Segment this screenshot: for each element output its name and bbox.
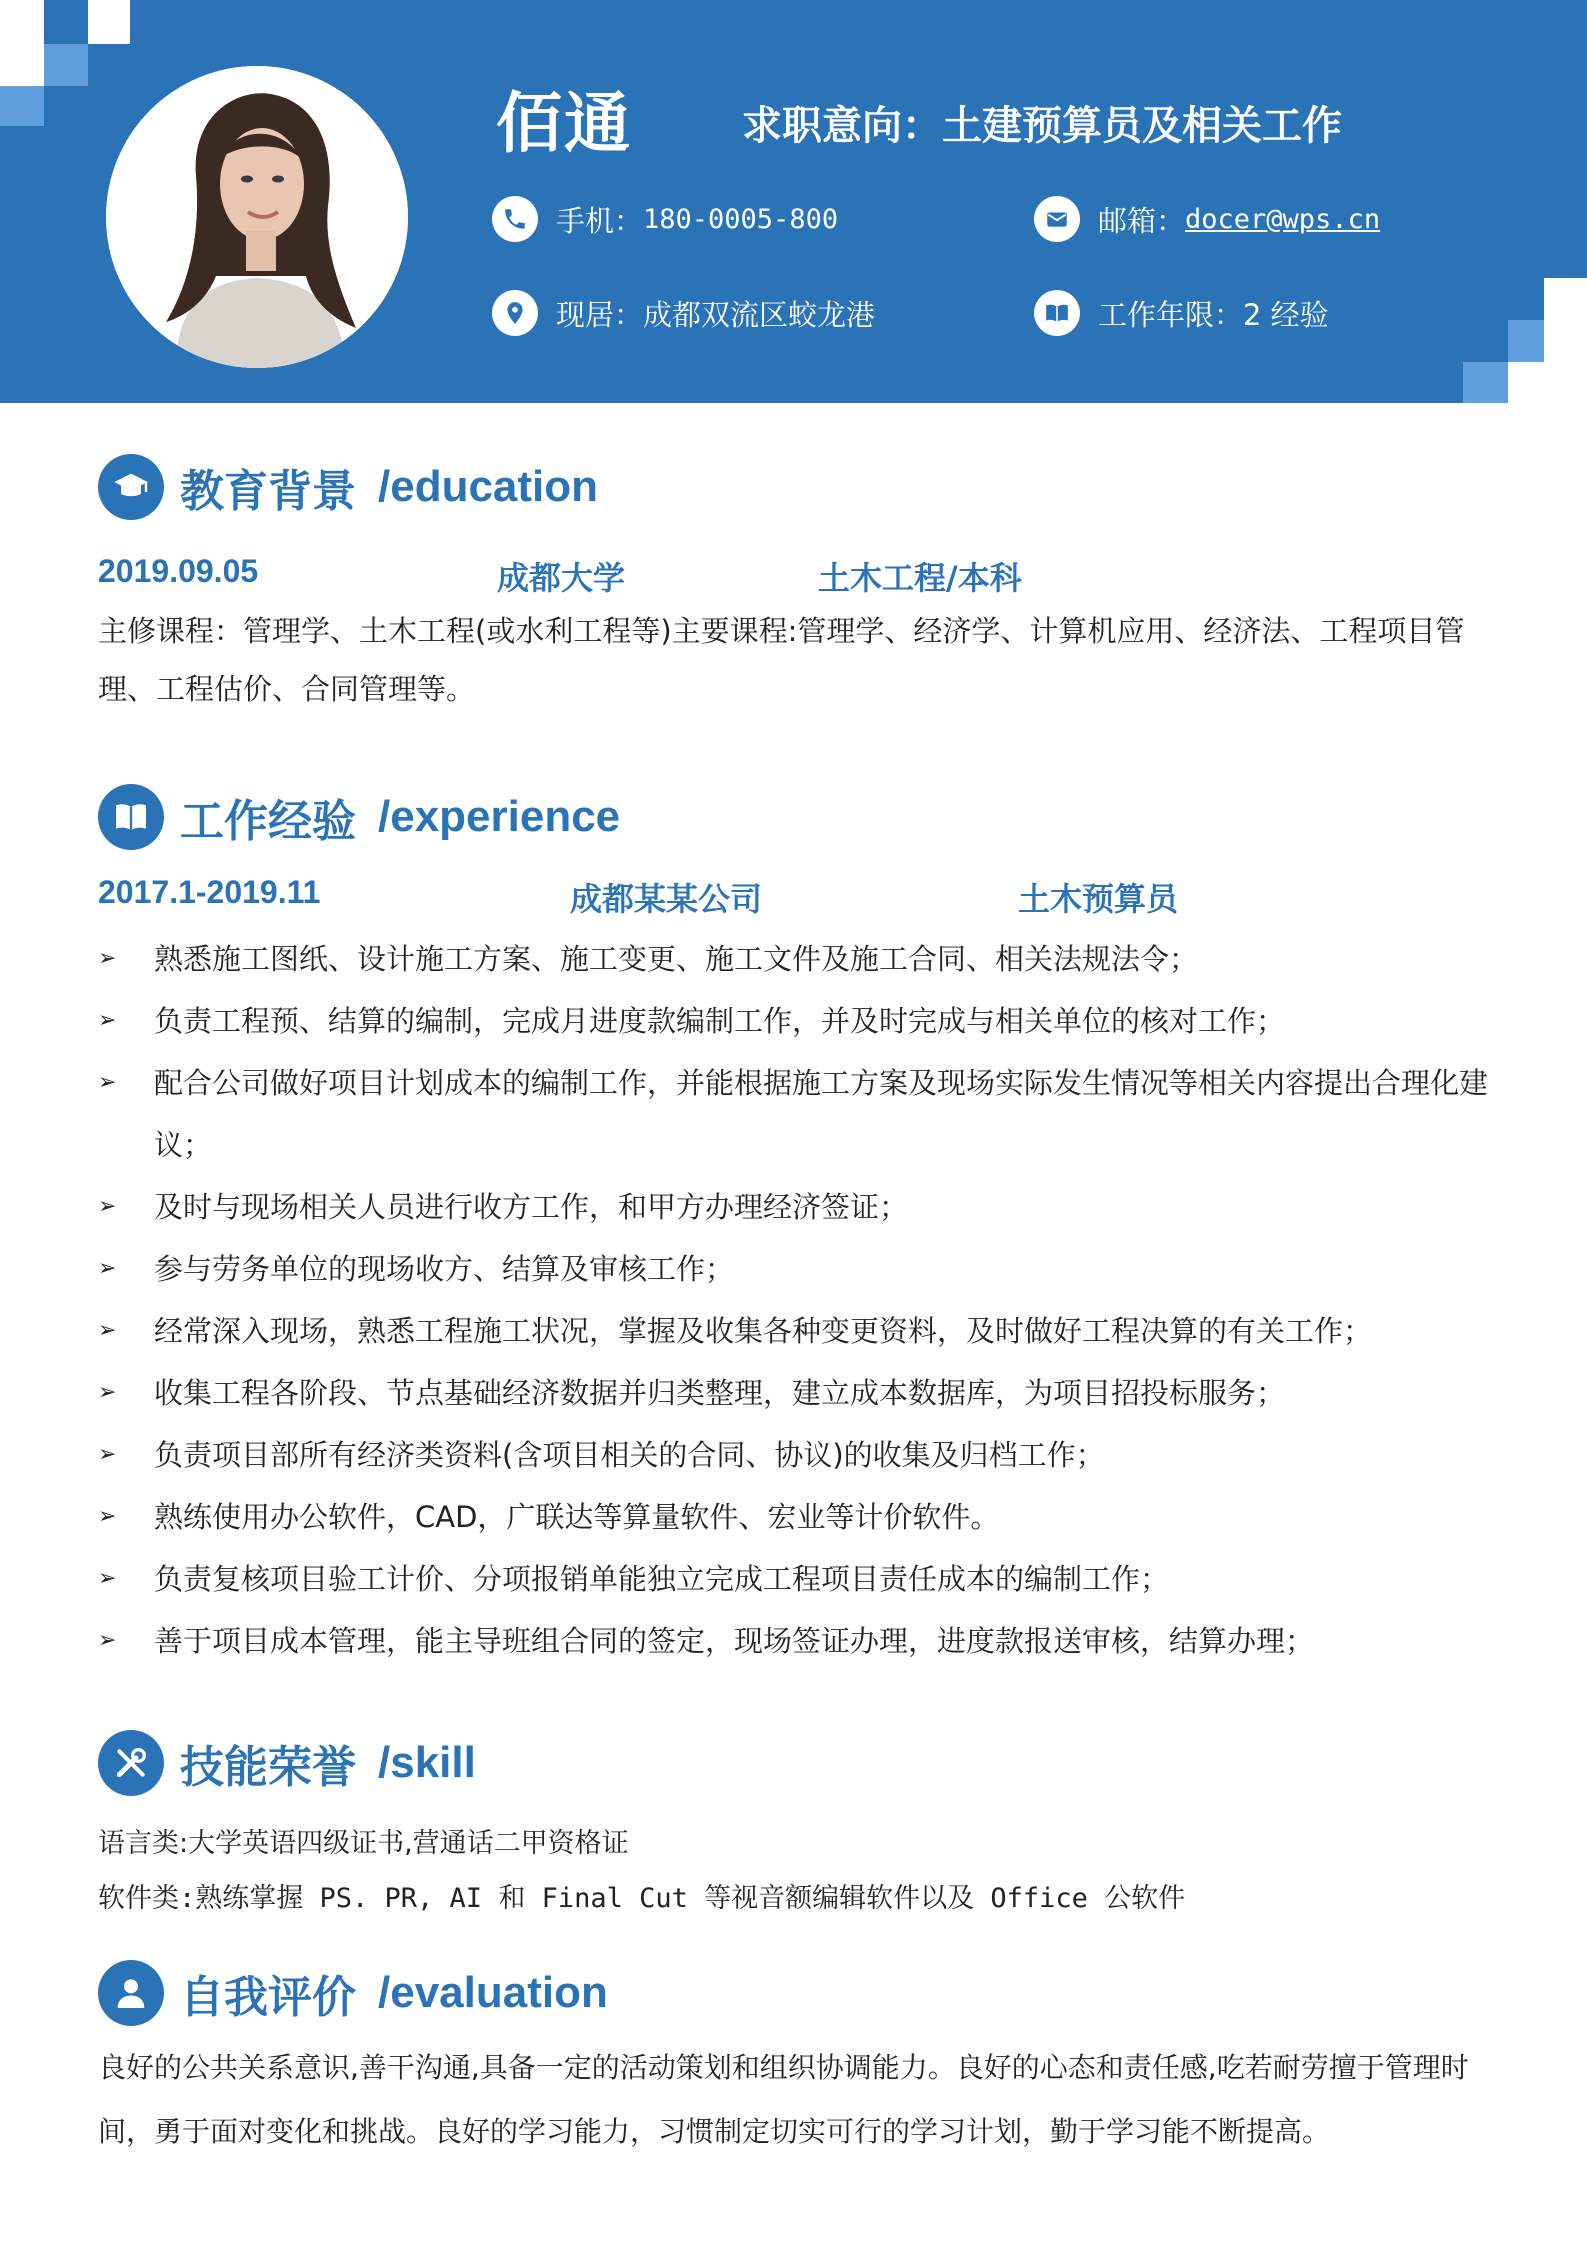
section-title: 教育背景 <box>180 466 356 517</box>
duty-item <box>98 1610 1518 1672</box>
decor-square <box>1508 362 1544 403</box>
decor-square <box>44 86 88 126</box>
arrow-bullet-icon: ➢ <box>98 1070 117 1095</box>
decor-square <box>1544 362 1587 403</box>
decor-square <box>1544 320 1587 362</box>
duty-item <box>98 1176 1518 1238</box>
arrow-bullet-icon: ➢ <box>98 1566 117 1591</box>
duty-text: 参与劳务单位的现场收方、结算及审核工作； <box>154 1252 735 1286</box>
duty-text: 熟练使用办公软件，CAD，广联达等算量软件、宏业等计价软件。 <box>154 1500 1000 1534</box>
duty-text: 负责项目部所有经济类资料(含项目相关的合同、协议)的收集及归档工作； <box>154 1438 1105 1472</box>
duty-text: 收集工程各阶段、节点基础经济数据并归类整理，建立成本数据库，为项目招投标服务； <box>154 1376 1286 1410</box>
book-icon <box>1034 290 1080 336</box>
mail-icon <box>1034 196 1080 242</box>
duty-text: 善于项目成本管理，能主导班组合同的签定，现场签证办理，进度款报送审核，结算办理； <box>154 1624 1315 1658</box>
experience-company: 成都某某公司 <box>570 880 763 918</box>
section-evaluation-header <box>98 1960 608 2026</box>
header-banner <box>0 0 1587 403</box>
section-title-en: /education <box>378 462 599 511</box>
phone-value: 180-0005-800 <box>643 203 839 235</box>
section-title: 自我评价 <box>180 1972 356 2023</box>
duty-item <box>98 1424 1518 1486</box>
duty-item <box>98 928 1518 990</box>
section-title-en: /skill <box>378 1738 476 1787</box>
email-link[interactable]: docer@wps.cn <box>1185 203 1381 235</box>
arrow-bullet-icon: ➢ <box>98 1194 117 1219</box>
contact-email <box>1034 196 1380 242</box>
decor-square <box>44 44 88 86</box>
decor-square <box>1508 320 1544 362</box>
arrow-bullet-icon: ➢ <box>98 1318 117 1343</box>
book-open-icon <box>98 784 164 850</box>
location-pin-icon <box>492 290 538 336</box>
location-value: 现居：成都双流区蛟龙港 <box>556 297 876 332</box>
user-icon <box>98 1960 164 2026</box>
section-title-en: /experience <box>378 792 621 841</box>
duty-item <box>98 1052 1518 1176</box>
section-experience-header <box>98 784 620 850</box>
email-label: 邮箱： <box>1098 203 1186 238</box>
candidate-name: 佰通 <box>496 85 632 162</box>
arrow-bullet-icon: ➢ <box>98 1008 117 1033</box>
decor-square <box>88 0 130 44</box>
experience-position: 土木预算员 <box>1018 880 1179 918</box>
evaluation-text: 良好的公共关系意识,善干沟通,具备一定的活动策划和组织协调能力。良好的心态和责任感,吃若耐劳擅于管理时间，勇于面对变化和挑战。良好的学习能力，习惯制定切实可行的学习计划，勤于学习能不断提高。 <box>98 2051 1469 2148</box>
skill-software: 软件类:熟练掌握 PS. PR, AI 和 Final Cut 等视音额编辑软件以及 Office 公软件 <box>98 1883 1186 1914</box>
graduation-cap-icon <box>98 454 164 520</box>
section-education-header <box>98 454 598 520</box>
education-date: 2019.09.05 <box>98 553 259 589</box>
duty-text: 负责复核项目验工计价、分项报销单能独立完成工程项目责任成本的编制工作； <box>154 1562 1170 1596</box>
contact-years <box>1034 290 1329 336</box>
avatar <box>106 66 408 368</box>
duty-item <box>98 1300 1518 1362</box>
experience-date: 2017.1-2019.11 <box>98 874 321 910</box>
duty-item <box>98 1486 1518 1548</box>
experience-duties <box>98 928 1518 1672</box>
section-title-en: /evaluation <box>378 1968 608 2017</box>
decor-square <box>44 0 88 44</box>
section-title: 技能荣誉 <box>180 1742 356 1793</box>
section-title: 工作经验 <box>180 796 356 847</box>
decor-square <box>0 0 44 44</box>
contact-location <box>492 290 875 336</box>
arrow-bullet-icon: ➢ <box>98 1380 117 1405</box>
arrow-bullet-icon: ➢ <box>98 1504 117 1529</box>
years-value: 工作年限：2 经验 <box>1098 297 1329 332</box>
phone-label: 手机： <box>556 203 644 238</box>
skill-language: 语言类:大学英语四级证书,营通话二甲资格证 <box>98 1828 629 1859</box>
duty-item <box>98 1548 1518 1610</box>
arrow-bullet-icon: ➢ <box>98 946 117 971</box>
decor-square <box>1544 278 1587 320</box>
duty-item <box>98 1238 1518 1300</box>
duty-text: 负责工程预、结算的编制，完成月进度款编制工作，并及时完成与相关单位的核对工作； <box>154 1004 1286 1038</box>
education-courses: 主修课程：管理学、土木工程(或水利工程等)主要课程:管理学、经济学、计算机应用、经济法、工程项目管理、工程估价、合同管理等。 <box>98 614 1465 706</box>
duty-item <box>98 1362 1518 1424</box>
duty-text: 配合公司做好项目计划成本的编制工作，并能根据施工方案及现场实际发生情况等相关内容提出合理化建议； <box>154 1066 1489 1162</box>
phone-icon <box>492 196 538 242</box>
decor-square <box>0 44 44 86</box>
tools-icon <box>98 1730 164 1796</box>
arrow-bullet-icon: ➢ <box>98 1256 117 1281</box>
arrow-bullet-icon: ➢ <box>98 1442 117 1467</box>
education-school: 成都大学 <box>497 559 626 597</box>
duty-text: 熟悉施工图纸、设计施工方案、施工变更、施工文件及施工合同、相关法规法令； <box>154 942 1199 976</box>
contact-phone <box>492 196 838 242</box>
education-major: 土木工程/本科 <box>818 559 1022 597</box>
decor-square <box>1463 362 1508 403</box>
duty-text: 经常深入现场，熟悉工程施工状况，掌握及收集各种变更资料，及时做好工程决算的有关工作； <box>154 1314 1373 1348</box>
duty-item <box>98 990 1518 1052</box>
arrow-bullet-icon: ➢ <box>98 1628 117 1653</box>
job-intention: 求职意向：土建预算员及相关工作 <box>742 103 1342 149</box>
decor-square <box>0 86 44 126</box>
section-skill-header <box>98 1730 476 1796</box>
duty-text: 及时与现场相关人员进行收方工作，和甲方办理经济签证； <box>154 1190 909 1224</box>
